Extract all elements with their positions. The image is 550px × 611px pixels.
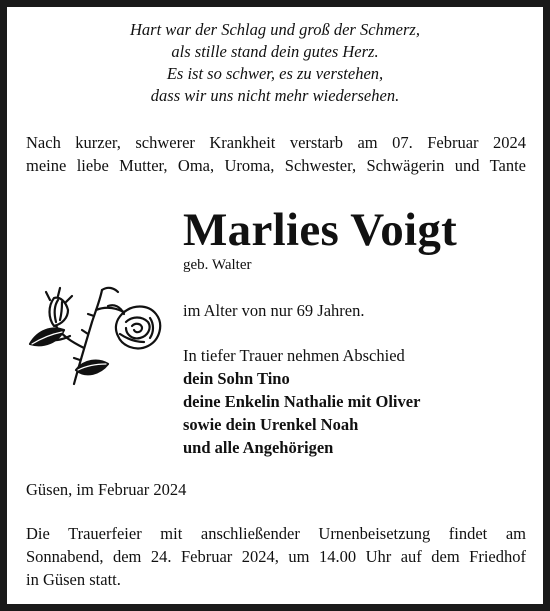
funeral-notice: [26, 522, 526, 591]
mourners-block: [183, 344, 420, 459]
funeral-line: Sonnabend, dem 24. Februar 2024, um 14.00 Uhr auf dem Friedhof: [26, 547, 526, 566]
poem-line: als stille stand dein gutes Herz.: [171, 42, 379, 61]
age-line: im Alter von nur 69 Jahren.: [183, 301, 365, 320]
poem-line: Es ist so schwer, es zu verstehen,: [166, 64, 384, 83]
mourner-line: sowie dein Urenkel Noah: [183, 415, 359, 434]
funeral-line: in Güsen statt.: [26, 570, 121, 589]
poem: [0, 19, 550, 107]
announcement-line: meine liebe Mutter, Oma, Uroma, Schwester, Schwägerin und Tante: [26, 156, 526, 175]
poem-line: dass wir uns nicht mehr wiedersehen.: [150, 86, 400, 105]
death-announcement: [26, 131, 526, 177]
deceased-name: Marlies Voigt: [183, 204, 458, 256]
poem-line: Hart war der Schlag und groß der Schmerz,: [130, 20, 420, 39]
place-date: Güsen, im Februar 2024: [26, 480, 187, 499]
rose-illustration: [22, 282, 172, 402]
funeral-line: Die Trauerfeier mit anschließender Urnenbeisetzung findet am: [26, 524, 526, 543]
announcement-line: Nach kurzer, schwerer Krankheit verstarb am 07. Februar 2024: [26, 133, 526, 152]
maiden-name: geb. Walter: [183, 257, 252, 273]
mourner-line: deine Enkelin Nathalie mit Oliver: [183, 392, 421, 411]
mourning-intro: In tiefer Trauer nehmen Abschied: [183, 346, 405, 365]
mourner-line: und alle Angehörigen: [183, 438, 334, 457]
mourner-line: dein Sohn Tino: [183, 369, 290, 388]
